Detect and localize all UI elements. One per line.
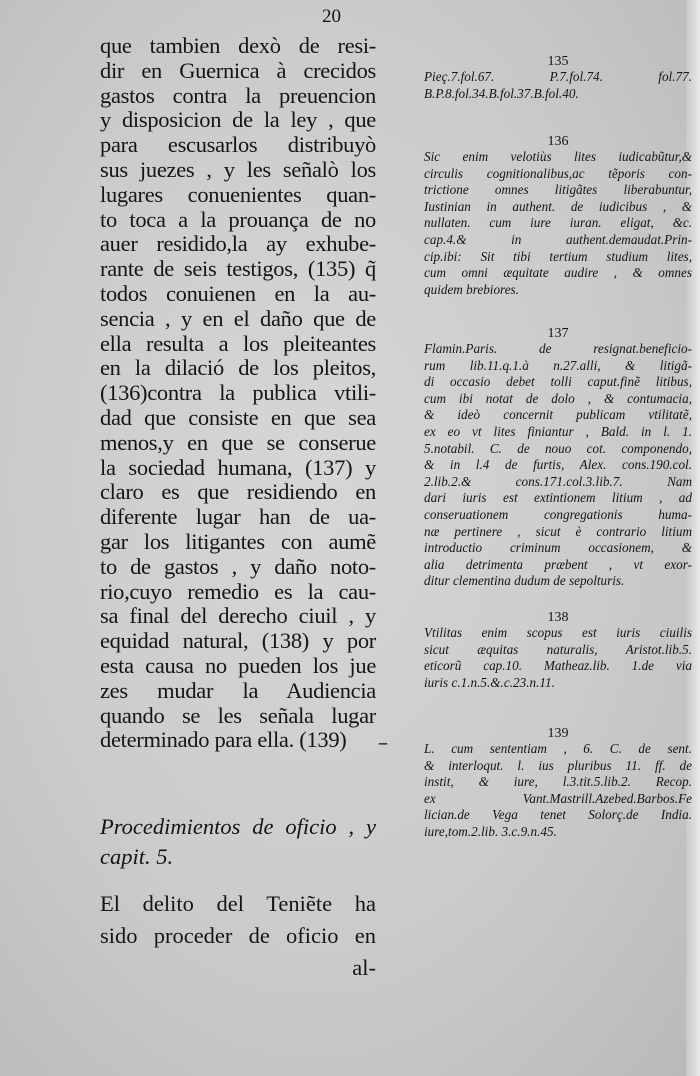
note-number: 135 [547,54,569,69]
note-line: alia detrimenta præbent , vt exor- [424,556,692,572]
text-line: gar los litigantes con aumẽ [100,528,376,554]
continuation-text [100,888,376,984]
text-line: sus juezes , y les señalò los [100,156,376,182]
note-line: instit, & iure, l.3.tit.5.lib.2. Recop. [424,774,692,790]
note-line: & interloqut. l. ius pluribus 11. ff. de [424,757,692,773]
note-line: di occasio debet tolli caput.finẽ litibus, [424,374,692,390]
note-line: L. cum sententiam , 6. C. de sent. [424,741,692,756]
text-line: quando se les señala lugar [100,702,376,728]
section-heading-line: Procedimientos de oficio , y [100,814,376,839]
catchword: al- [352,955,376,980]
text-line: ella resulta a los pleiteantes [100,330,376,356]
text-line: que tambien dexò de resi- [100,33,376,58]
note-line: Iustinian in authent. de iudicibus , & [424,198,692,214]
text-line: todos conuienen en la au- [100,280,376,306]
note-line: nullaten. cum iure iuran. eligat, &c. [424,215,692,231]
note-number: 139 [547,726,569,741]
note-line: Flamin.Paris. de resignat.beneficio- [424,341,692,356]
note-line: Vtilitas enim scopus est iuris ciuilis [424,625,692,640]
note-line: rum lib.11.q.1.à n.27.alli, & litigã- [424,357,692,373]
note-line: Sic enim velotiùs lites iudicabũtur,& [424,149,692,164]
note-line: cum ibi notat de dolo , & contumacia, [424,390,692,406]
section-heading [100,812,376,872]
note-number: 136 [547,134,569,149]
note-line: iure,tom.2.lib. 3.c.9.n.45. [424,823,557,839]
text-line: y disposicion de la ley , que [100,107,376,133]
text-line: equidad natural, (138) y por [100,628,376,654]
text-line: to toca a la prouança de no [100,206,376,232]
note-line: conseruationem congregationis huma- [424,506,692,522]
text-line: en la dilació de los pleitos, [100,355,376,381]
note-line: B.P.8.fol.34.B.fol.37.B.fol.40. [424,85,579,101]
text-line: dad que consiste en que sea [100,404,376,430]
note-line: sicut æquitas naturalis, Aristot.lib.5. [424,641,692,657]
note-line: eticorũ cap.10. Matheaz.lib. 1.de via [424,658,692,674]
marginal-note [424,610,692,691]
note-number: 138 [547,610,569,625]
page-number: 20 [322,6,341,27]
text-line: lugares conuenientes quan- [100,181,376,207]
text-line: claro es que residiendo en [100,479,376,505]
main-text-column [100,34,376,753]
note-line: dari iuris est extintionem litium , ad [424,490,692,506]
note-line: quidem brebiores. [424,281,519,297]
text-line: esta causa no pueden los jue [100,652,376,678]
note-line: cum omni æquitate audire , & omnes [424,265,692,281]
note-line: & in l.4 de furtis, Alex. cons.190.col. [424,457,692,473]
text-line: El delito del Teniẽte ha [100,891,376,916]
note-line: iuris c.1.n.5.&.c.23.n.11. [424,674,555,690]
note-line: trictione omnes litigãtes liberabuntur, [424,182,692,198]
text-line: diferente lugar han de ua- [100,504,376,530]
note-line: 5.notabil. C. de nouo cot. componendo, [424,440,692,456]
note-line: & ideò concernit publicam vtilitatẽ, [424,407,692,423]
note-line: cip.ibi: Sit tibi tertium studium lites, [424,248,692,264]
text-line: sencia , y en el daño que de [100,305,376,331]
note-line: 2.lib.2.& cons.171.col.3.lib.7. Nam [424,473,692,489]
note-line: lician.de Vega tenet Solorç.de India. [424,807,692,823]
note-line: cap.4.& in authent.demaudat.Prin- [424,231,692,247]
text-line: para escusarlos distribuyò [100,132,376,158]
text-line: (136)contra la publica vtili- [100,380,376,406]
marginal-note [424,326,692,590]
marginal-note [424,134,692,298]
note-line: ditur clementina dudum de sepolturis. [424,573,625,589]
text-line: sido proceder de oficio en [100,923,376,948]
note-line: circulis cognitionalibus,ac tẽporis con- [424,165,692,181]
text-line: rio,cuyo remedio es la cau- [100,578,376,604]
text-line: menos,y en que se conserue [100,429,376,455]
text-line: auer residido,la ay exhube- [100,231,376,257]
text-line: gastos contra la preuencion [100,82,376,108]
margin-dash: – [378,730,388,754]
text-line: dir en Guernica à crecidos [100,57,376,83]
note-line: ex Vant.Mastrill.Azebed.Barbos.Fe [424,790,692,806]
section-heading-line: capit. 5. [100,844,174,869]
note-line: introductio criminum occasionem, & [424,540,692,556]
marginal-note [424,726,692,841]
marginal-note [424,54,692,102]
text-line: to de gastos , y daño noto- [100,553,376,579]
note-line: ex eo vt lites finiantur , Bald. in l. 1. [424,423,692,439]
text-line: determinado para ella. (139) [100,727,347,753]
note-line: Pieç.7.fol.67. P.7.fol.74. fol.77. [424,69,692,84]
note-number: 137 [547,326,569,341]
text-line: zes mudar la Audiencia [100,677,376,703]
text-line: sa final del derecho ciuil , y [100,603,376,629]
text-line: rante de seis testigos, (135) q̃ [100,256,376,282]
note-line: næ pertinere , sicut è contrario litium [424,523,692,539]
text-line: la sociedad humana, (137) y [100,454,376,480]
